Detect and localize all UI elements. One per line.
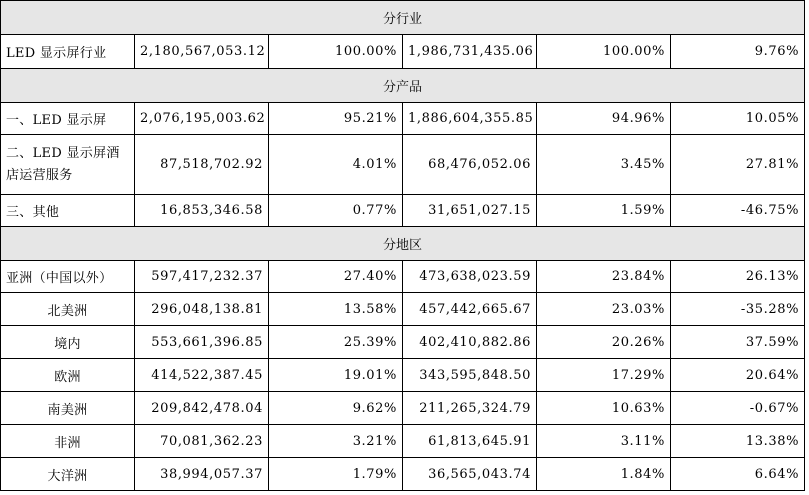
row-label: 一、LED 显示屏 — [1, 103, 135, 135]
prior-amount-cell: 402,410,882.86 — [403, 326, 537, 359]
yoy-change-cell: 9.76% — [671, 35, 805, 69]
prior-amount-cell: 68,476,052.06 — [403, 135, 537, 195]
prior-amount-cell: 211,265,324.79 — [403, 392, 537, 425]
table-row — [1, 293, 805, 326]
row-label: 北美洲 — [1, 293, 135, 326]
current-share-cell: 19.01% — [269, 359, 403, 392]
prior-share-cell: 94.96% — [537, 103, 671, 135]
current-share-cell: 9.62% — [269, 392, 403, 425]
current-share-cell: 100.00% — [269, 35, 403, 69]
yoy-change-cell: 10.05% — [671, 103, 805, 135]
prior-share-cell: 23.03% — [537, 293, 671, 326]
row-label: 二、LED 显示屏酒店运营服务 — [1, 135, 135, 195]
prior-share-cell: 1.59% — [537, 195, 671, 227]
prior-share-cell: 3.45% — [537, 135, 671, 195]
prior-share-cell: 20.26% — [537, 326, 671, 359]
prior-amount-cell: 473,638,023.59 — [403, 261, 537, 293]
current-share-cell: 3.21% — [269, 425, 403, 458]
current-amount-cell: 597,417,232.37 — [135, 261, 269, 293]
prior-amount-cell: 36,565,043.74 — [403, 458, 537, 491]
section-header-row — [1, 227, 805, 261]
prior-share-cell: 17.29% — [537, 359, 671, 392]
row-label: 欧洲 — [1, 359, 135, 392]
current-share-cell: 27.40% — [269, 261, 403, 293]
current-amount-cell: 209,842,478.04 — [135, 392, 269, 425]
yoy-change-cell: 13.38% — [671, 425, 805, 458]
row-label: 大洋洲 — [1, 458, 135, 491]
prior-share-cell: 23.84% — [537, 261, 671, 293]
yoy-change-cell: 6.64% — [671, 458, 805, 491]
current-share-cell: 1.79% — [269, 458, 403, 491]
section-title: 分行业 — [1, 1, 805, 35]
yoy-change-cell: -0.67% — [671, 392, 805, 425]
yoy-change-cell: -46.75% — [671, 195, 805, 227]
row-label: LED 显示屏行业 — [1, 35, 135, 69]
prior-amount-cell: 1,886,604,355.85 — [403, 103, 537, 135]
current-amount-cell: 16,853,346.58 — [135, 195, 269, 227]
prior-amount-cell: 343,595,848.50 — [403, 359, 537, 392]
current-amount-cell: 87,518,702.92 — [135, 135, 269, 195]
current-amount-cell: 414,522,387.45 — [135, 359, 269, 392]
table-row — [1, 392, 805, 425]
yoy-change-cell: 27.81% — [671, 135, 805, 195]
row-label: 境内 — [1, 326, 135, 359]
section-title: 分地区 — [1, 227, 805, 261]
table-row — [1, 103, 805, 135]
yoy-change-cell: 26.13% — [671, 261, 805, 293]
current-share-cell: 95.21% — [269, 103, 403, 135]
section-header-row — [1, 1, 805, 35]
row-label: 三、其他 — [1, 195, 135, 227]
section-header-row — [1, 69, 805, 103]
prior-share-cell: 100.00% — [537, 35, 671, 69]
prior-amount-cell: 1,986,731,435.06 — [403, 35, 537, 69]
current-amount-cell: 296,048,138.81 — [135, 293, 269, 326]
table-row — [1, 458, 805, 491]
table-row — [1, 35, 805, 69]
current-share-cell: 13.58% — [269, 293, 403, 326]
prior-amount-cell: 457,442,665.67 — [403, 293, 537, 326]
section-title: 分产品 — [1, 69, 805, 103]
prior-share-cell: 1.84% — [537, 458, 671, 491]
table-row — [1, 261, 805, 293]
table-row — [1, 359, 805, 392]
current-amount-cell: 2,076,195,003.62 — [135, 103, 269, 135]
row-label: 亚洲（中国以外） — [1, 261, 135, 293]
table-row — [1, 135, 805, 195]
current-share-cell: 0.77% — [269, 195, 403, 227]
table-row — [1, 326, 805, 359]
table-row — [1, 425, 805, 458]
row-label: 南美洲 — [1, 392, 135, 425]
current-amount-cell: 2,180,567,053.12 — [135, 35, 269, 69]
current-amount-cell: 70,081,362.23 — [135, 425, 269, 458]
current-share-cell: 4.01% — [269, 135, 403, 195]
current-share-cell: 25.39% — [269, 326, 403, 359]
current-amount-cell: 38,994,057.37 — [135, 458, 269, 491]
prior-share-cell: 10.63% — [537, 392, 671, 425]
prior-amount-cell: 31,651,027.15 — [403, 195, 537, 227]
yoy-change-cell: 37.59% — [671, 326, 805, 359]
current-amount-cell: 553,661,396.85 — [135, 326, 269, 359]
table-row — [1, 195, 805, 227]
prior-share-cell: 3.11% — [537, 425, 671, 458]
yoy-change-cell: 20.64% — [671, 359, 805, 392]
prior-amount-cell: 61,813,645.91 — [403, 425, 537, 458]
yoy-change-cell: -35.28% — [671, 293, 805, 326]
row-label: 非洲 — [1, 425, 135, 458]
